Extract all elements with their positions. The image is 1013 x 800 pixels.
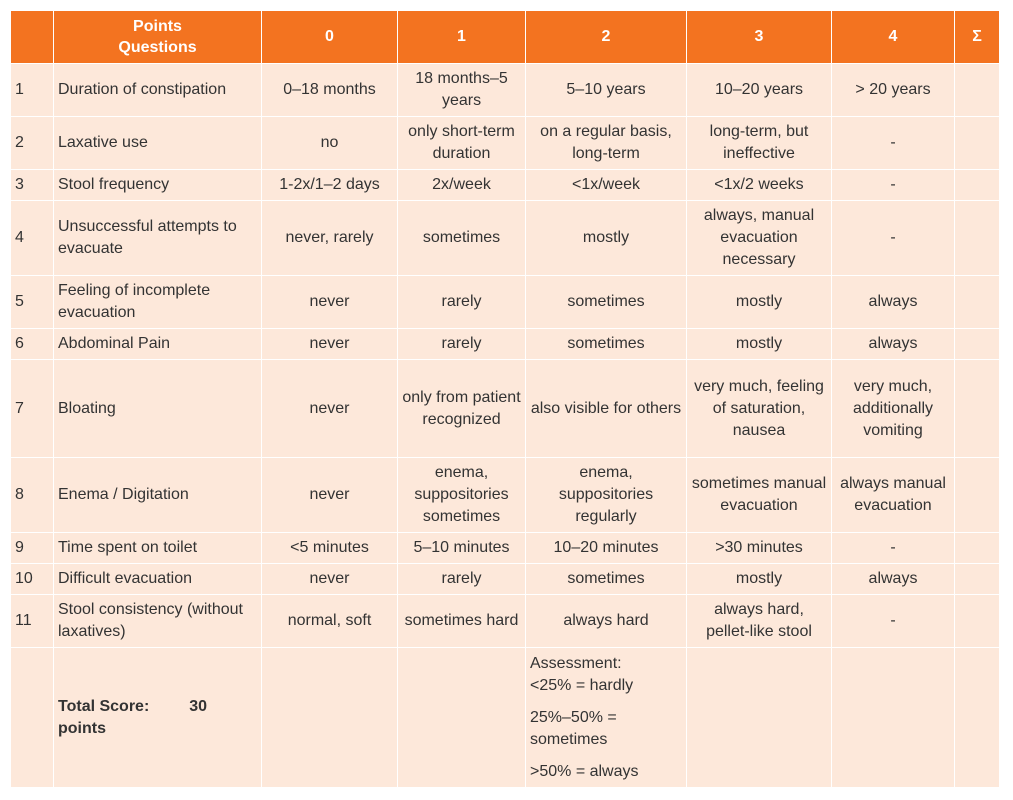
row-cell-2: sometimes [526, 276, 687, 329]
footer-empty-3 [687, 648, 832, 788]
row-number: 11 [11, 595, 54, 648]
row-cell-3: very much, feeling of saturation, nausea [687, 360, 832, 458]
row-cell-sum [955, 170, 1000, 201]
row-number: 7 [11, 360, 54, 458]
header-questions-label: Questions [118, 39, 197, 56]
header-col-0: 0 [262, 11, 398, 64]
row-cell-4: always [832, 564, 955, 595]
table-row [11, 533, 1000, 564]
row-question: Stool frequency [54, 170, 262, 201]
table-row [11, 329, 1000, 360]
row-cell-4: > 20 years [832, 64, 955, 117]
row-cell-sum [955, 360, 1000, 458]
row-question: Bloating [54, 360, 262, 458]
row-cell-3: sometimes manual evacuation [687, 458, 832, 533]
row-cell-sum [955, 117, 1000, 170]
row-cell-0: normal, soft [262, 595, 398, 648]
assessment-line-2: 25%–50% = sometimes [530, 708, 617, 748]
header-col-4: 4 [832, 11, 955, 64]
row-cell-1: enema, suppositories sometimes [398, 458, 526, 533]
row-cell-2: 10–20 minutes [526, 533, 687, 564]
row-cell-sum [955, 201, 1000, 276]
header-points-questions [54, 11, 262, 64]
row-cell-4: - [832, 595, 955, 648]
row-cell-1: only from patient recognized [398, 360, 526, 458]
row-cell-1: only short-term duration [398, 117, 526, 170]
total-score-value: 30 [189, 697, 208, 715]
row-cell-sum [955, 276, 1000, 329]
row-cell-3: <1x/2 weeks [687, 170, 832, 201]
row-cell-2: on a regular basis, long-term [526, 117, 687, 170]
row-cell-2: enema, suppositories regularly [526, 458, 687, 533]
row-cell-0: 1-2x/1–2 days [262, 170, 398, 201]
row-cell-2: sometimes [526, 564, 687, 595]
row-cell-1: rarely [398, 276, 526, 329]
header-corner [11, 11, 54, 64]
row-number: 10 [11, 564, 54, 595]
table-row [11, 276, 1000, 329]
row-cell-1: 18 months–5 years [398, 64, 526, 117]
row-number: 4 [11, 201, 54, 276]
row-cell-1: rarely [398, 329, 526, 360]
constipation-score-table [10, 10, 1000, 788]
row-cell-4: always [832, 329, 955, 360]
footer-empty-sum [955, 648, 1000, 788]
row-cell-4: - [832, 201, 955, 276]
row-cell-2: mostly [526, 201, 687, 276]
row-cell-4: very much, additionally vomiting [832, 360, 955, 458]
row-cell-1: rarely [398, 564, 526, 595]
row-question: Time spent on toilet [54, 533, 262, 564]
footer-empty-num [11, 648, 54, 788]
header-col-sum: Σ [955, 11, 1000, 64]
row-number: 3 [11, 170, 54, 201]
table-row [11, 64, 1000, 117]
row-cell-3: 10–20 years [687, 64, 832, 117]
row-number: 9 [11, 533, 54, 564]
header-col-1: 1 [398, 11, 526, 64]
row-cell-4: - [832, 170, 955, 201]
row-question: Enema / Digitation [54, 458, 262, 533]
header-points-label: Points [133, 18, 182, 35]
row-cell-0: no [262, 117, 398, 170]
row-cell-1: sometimes [398, 201, 526, 276]
assessment-cell [526, 648, 687, 788]
row-cell-3: always hard, pellet-like stool [687, 595, 832, 648]
header-row [11, 11, 1000, 64]
row-question: Abdominal Pain [54, 329, 262, 360]
row-cell-0: never [262, 329, 398, 360]
assessment-line-1: <25% = hardly [530, 676, 634, 694]
table-row [11, 360, 1000, 458]
row-cell-4: - [832, 533, 955, 564]
row-cell-0: never [262, 458, 398, 533]
row-cell-2: <1x/week [526, 170, 687, 201]
row-question: Unsuccessful attempts to evacuate [54, 201, 262, 276]
row-number: 1 [11, 64, 54, 117]
table-row [11, 170, 1000, 201]
header-col-2: 2 [526, 11, 687, 64]
footer-row [11, 648, 1000, 788]
row-cell-sum [955, 64, 1000, 117]
header-col-3: 3 [687, 11, 832, 64]
row-cell-sum [955, 329, 1000, 360]
row-question: Difficult evacuation [54, 564, 262, 595]
row-cell-sum [955, 595, 1000, 648]
row-cell-1: 5–10 minutes [398, 533, 526, 564]
row-cell-0: never [262, 276, 398, 329]
row-cell-3: mostly [687, 329, 832, 360]
assessment-title: Assessment: [530, 654, 622, 672]
row-cell-4: always manual evacuation [832, 458, 955, 533]
table-row [11, 458, 1000, 533]
row-cell-2: always hard [526, 595, 687, 648]
row-number: 8 [11, 458, 54, 533]
row-cell-1: 2x/week [398, 170, 526, 201]
row-number: 5 [11, 276, 54, 329]
row-cell-2: also visible for others [526, 360, 687, 458]
row-number: 6 [11, 329, 54, 360]
row-cell-3: >30 minutes [687, 533, 832, 564]
row-question: Stool consistency (without laxatives) [54, 595, 262, 648]
row-cell-sum [955, 564, 1000, 595]
row-cell-3: always, manual evacuation necessary [687, 201, 832, 276]
row-cell-4: always [832, 276, 955, 329]
row-number: 2 [11, 117, 54, 170]
table-row [11, 201, 1000, 276]
row-cell-1: sometimes hard [398, 595, 526, 648]
total-score-cell [54, 648, 262, 788]
row-cell-3: mostly [687, 564, 832, 595]
row-cell-0: <5 minutes [262, 533, 398, 564]
footer-empty-1 [398, 648, 526, 788]
row-question: Feeling of incomplete evacuation [54, 276, 262, 329]
row-cell-4: - [832, 117, 955, 170]
table-row [11, 595, 1000, 648]
row-cell-sum [955, 533, 1000, 564]
row-cell-sum [955, 458, 1000, 533]
footer-empty-4 [832, 648, 955, 788]
total-score-unit: points [58, 719, 106, 737]
assessment-line-3: >50% = always [530, 762, 639, 780]
row-cell-0: never, rarely [262, 201, 398, 276]
row-question: Duration of constipation [54, 64, 262, 117]
row-cell-0: never [262, 564, 398, 595]
footer-empty-0 [262, 648, 398, 788]
row-cell-0: 0–18 months [262, 64, 398, 117]
row-cell-3: long-term, but ineffective [687, 117, 832, 170]
table-row [11, 564, 1000, 595]
row-cell-2: 5–10 years [526, 64, 687, 117]
row-cell-2: sometimes [526, 329, 687, 360]
row-cell-3: mostly [687, 276, 832, 329]
row-cell-0: never [262, 360, 398, 458]
row-question: Laxative use [54, 117, 262, 170]
total-score-label: Total Score: [58, 697, 150, 715]
table-row [11, 117, 1000, 170]
